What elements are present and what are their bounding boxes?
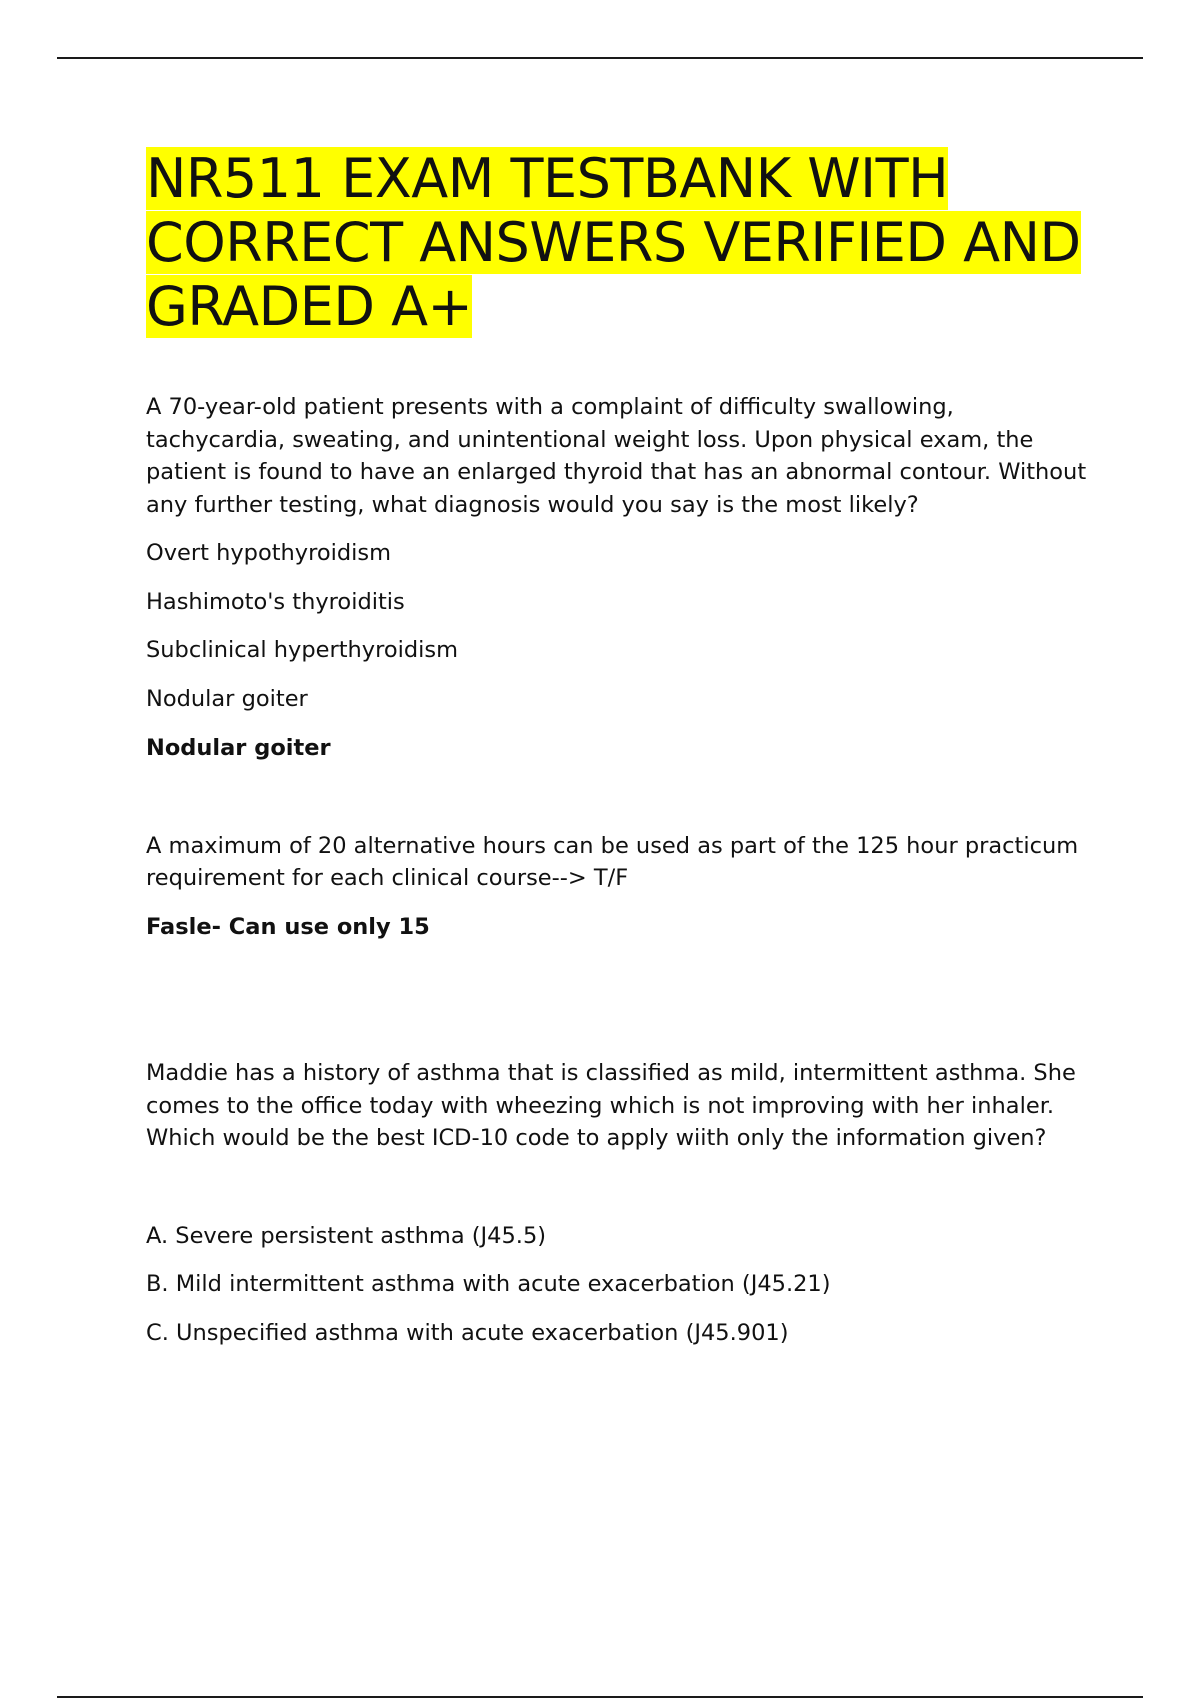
- question-1-option-2: Hashimoto's thyroiditis: [146, 588, 405, 615]
- document-title: [146, 147, 1096, 339]
- question-1-answer: Nodular goiter: [146, 735, 331, 761]
- question-1-option-4: Nodular goiter: [146, 685, 308, 712]
- question-2-answer: Fasle- Can use only 15: [146, 913, 430, 940]
- question-3-option-a: A. Severe persistent asthma (J45.5): [146, 1222, 547, 1249]
- question-3-option-c: C. Unspecified asthma with acute exacerbation (J45.901): [146, 1319, 789, 1346]
- title-highlight: NR511 EXAM TESTBANK WITH CORRECT ANSWERS VERIFIED AND GRADED A+: [146, 147, 1081, 338]
- question-3-option-b: B. Mild intermittent asthma with acute exacerbation (J45.21): [146, 1271, 831, 1297]
- document-body: [146, 147, 1096, 1349]
- question-3-text: Maddie has a history of asthma that is classified as mild, intermittent asthma. She comes to the office today with wheezing which is not improving with her inhaler. Which would be the best ICD-10 code to apply wiith only the information given?: [146, 1060, 1076, 1151]
- question-1-option-1: Overt hypothyroidism: [146, 540, 392, 566]
- top-rule: [57, 57, 1143, 59]
- question-1-option-3: Subclinical hyperthyroidism: [146, 637, 459, 663]
- question-1-text: A 70-year-old patient presents with a complaint of difficulty swallowing, tachycardia, sweating, and unintentional weight loss. Upon physical exam, the patient is found to have an enlarged thyroid that has an abnormal contour. Without any further testing, what diagnosis would you say is the most likely?: [146, 394, 1087, 518]
- question-2-text: A maximum of 20 alternative hours can be used as part of the 125 hour practicum requirement for each clinical course--> T/F: [146, 832, 1079, 891]
- bottom-rule: [57, 1696, 1143, 1698]
